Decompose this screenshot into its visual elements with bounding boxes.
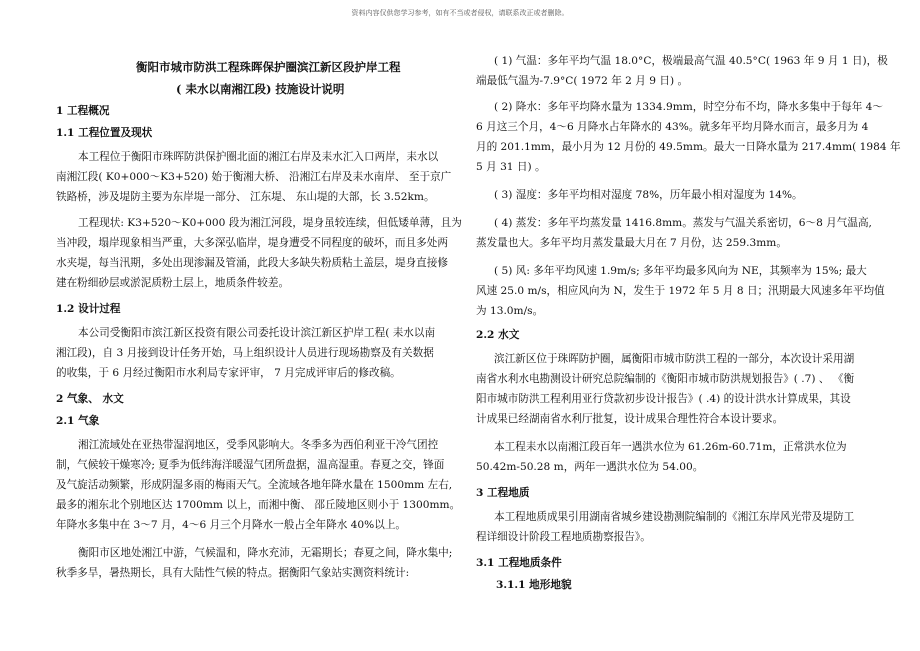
paragraph-line: 及气旋活动频繁，形成阴湿多雨的梅雨天气。全流域各地年降水量在 1500mm 左右, — [56, 479, 453, 491]
subsection-heading: 1.2 设计过程 — [56, 303, 121, 315]
paragraph-line: 端最低气温为-7.9°C( 1972 年 2 月 9 日) 。 — [476, 75, 689, 87]
paragraph-line: 秋季多旱，暑热期长，具有大陆性气候的特点。据衡阳气象站实测资料统计: — [56, 567, 410, 579]
paragraph-line: 为 13.0m/s。 — [476, 305, 544, 317]
paragraph-line: ( 3) 湿度：多年平均相对湿度 78%，历年最小相对湿度为 14%。 — [494, 189, 803, 201]
paragraph-line: 最多的湘东北个别地区达 1700mm 以上，而湘中衡、 邵丘陵地区则小于 1300mm。 — [56, 499, 461, 511]
header-note: 资料内容仅供您学习参考，如有不当或者侵权，请联系改正或者删除。 — [351, 9, 569, 17]
section-heading: 1 工程概况 — [56, 105, 110, 117]
paragraph-line: 制，气候较干燥寒冷; 夏季为低纬海洋暖湿气团所盘据，温高湿重。春夏之交，锋面 — [56, 459, 445, 471]
subsubsection-heading: 3.1.1 地形地貌 — [496, 579, 572, 591]
paragraph-line: ( 1) 气温：多年平均气温 18.0°C，极端最高气温 40.5°C( 1963 年 9 月 1 日)，极 — [494, 55, 888, 67]
paragraph-line: 南湘江段( K0+000～K3+520) 始于衡湘大桥、 沿湘江右岸及耒水南岸、 至于京广 — [56, 171, 452, 183]
paragraph-line: ( 2) 降水：多年平均降水量为 1334.9mm，时空分布不均，降水多集中于每年 4～ — [494, 101, 883, 113]
doc-title: 衡阳市城市防洪工程珠晖保护圈滨江新区段护岸工程 — [136, 60, 401, 74]
subsection-heading: 2.2 水文 — [476, 329, 520, 341]
paragraph-line: ( 5) 风: 多年平均风速 1.9m/s; 多年平均最多风向为 NE，其频率为 15%; 最大 — [494, 265, 867, 277]
paragraph-line: 湘江段)，自 3 月接到设计任务开始，马上组织设计人员进行现场勘察及有关数据 — [56, 347, 434, 359]
paragraph-line: 衡阳市区地处湘江中游，气候温和，降水充沛，无霜期长；春夏之间，降水集中; — [78, 547, 453, 559]
paragraph-line: 月的 201.1mm，最小月为 12 月份的 49.5mm。最大一日降水量为 217.4mm( 1984 年 — [476, 141, 901, 153]
section-heading: 3 工程地质 — [476, 487, 530, 499]
paragraph-line: 本工程位于衡阳市珠晖防洪保护圈北面的湘江右岸及耒水汇入口两岸，耒水以 — [78, 151, 439, 163]
paragraph-line: 本工程耒水以南湘江段百年一遇洪水位为 61.26m-60.71m，正常洪水位为 — [494, 441, 847, 453]
paragraph-line: 当冲段，塌岸现象相当严重，大多深弘临岸，堤身遭受不同程度的破坏，而且多处两 — [56, 237, 448, 249]
paragraph-line: 6 月这三个月，4～6 月降水占年降水的 43%。就多年平均月降水而言，最多月为 4 — [476, 121, 869, 133]
paragraph-line: 南省水利水电勘测设计研究总院编制的《衡阳市城市防洪规划报告》( .7) 、 《衡 — [476, 373, 855, 385]
paragraph-line: 水夹堤，每当汛期，多处出现渗漏及管涌，此段大多缺失粉质粘土盖层，堤身直接修 — [56, 257, 448, 269]
paragraph-line: 湘江流域处在亚热带湿润地区，受季风影响大。冬季多为西伯利亚干冷气团控 — [78, 439, 439, 451]
section-heading: 2 气象、 水文 — [56, 393, 124, 405]
paragraph-line: 铁路桥，涉及堤防主要为东岸堤一部分、 江东堤、 东山堤的大部，长 3.52km。 — [56, 191, 435, 203]
paragraph-line: 计成果已经湖南省水利厅批复，设计成果合理性符合本设计要求。 — [476, 413, 784, 425]
paragraph-line: 50.42m-50.28 m，两年一遇洪水位为 54.00。 — [476, 461, 704, 473]
paragraph-line: 5 月 31 日) 。 — [476, 161, 546, 173]
paragraph-line: 程详细设计阶段工程地质勘察报告》。 — [476, 531, 651, 543]
subsection-heading: 1.1 工程位置及现状 — [56, 127, 153, 139]
paragraph-line: ( 4) 蒸发：多年平均蒸发量 1416.8mm。蒸发与气温关系密切，6～8 月气温高, — [494, 217, 872, 229]
paragraph-line: 蒸发量也大。多年平均月蒸发量最大月在 7 月份，达 259.3mm。 — [476, 237, 787, 249]
paragraph-line: 风速 25.0 m/s，相应风向为 N，发生于 1972 年 5 月 8 日；汛期最大风速多年平均值 — [476, 285, 885, 297]
subsection-heading: 2.1 气象 — [56, 415, 100, 427]
paragraph-line: 本工程地质成果引用湖南省城乡建设勘测院编制的《湘江东岸风光带及堤防工 — [494, 511, 855, 523]
paragraph-line: 年降水多集中在 3～7 月，4～6 月三个月降水一般占全年降水 40%以上。 — [56, 519, 407, 531]
paragraph-line: 工程现状: K3+520～K0+000 段为湘江河段，堤身虽较连续，但低矮单薄，且为 — [78, 217, 462, 229]
paragraph-line: 建在粉细砂层或淤泥质粉土层上，地质条件较差。 — [56, 277, 290, 289]
paragraph-line: 的收集，于 6 月经过衡阳市水利局专家评审， 7 月完成评审后的修改稿。 — [56, 367, 401, 379]
paragraph-line: 本公司受衡阳市滨江新区投资有限公司委托设计滨江新区护岸工程( 耒水以南 — [78, 327, 436, 339]
paragraph-line: 滨江新区位于珠晖防护圈，属衡阳市城市防洪工程的一部分，本次设计采用湖 — [494, 353, 855, 365]
subsection-heading: 3.1 工程地质条件 — [476, 557, 562, 569]
doc-subtitle: ( 耒水以南湘江段) 技施设计说明 — [176, 82, 345, 96]
paragraph-line: 阳市城市防洪工程利用亚行贷款初步设计报告》( .4) 的设计洪水计算成果，其设 — [476, 393, 851, 405]
